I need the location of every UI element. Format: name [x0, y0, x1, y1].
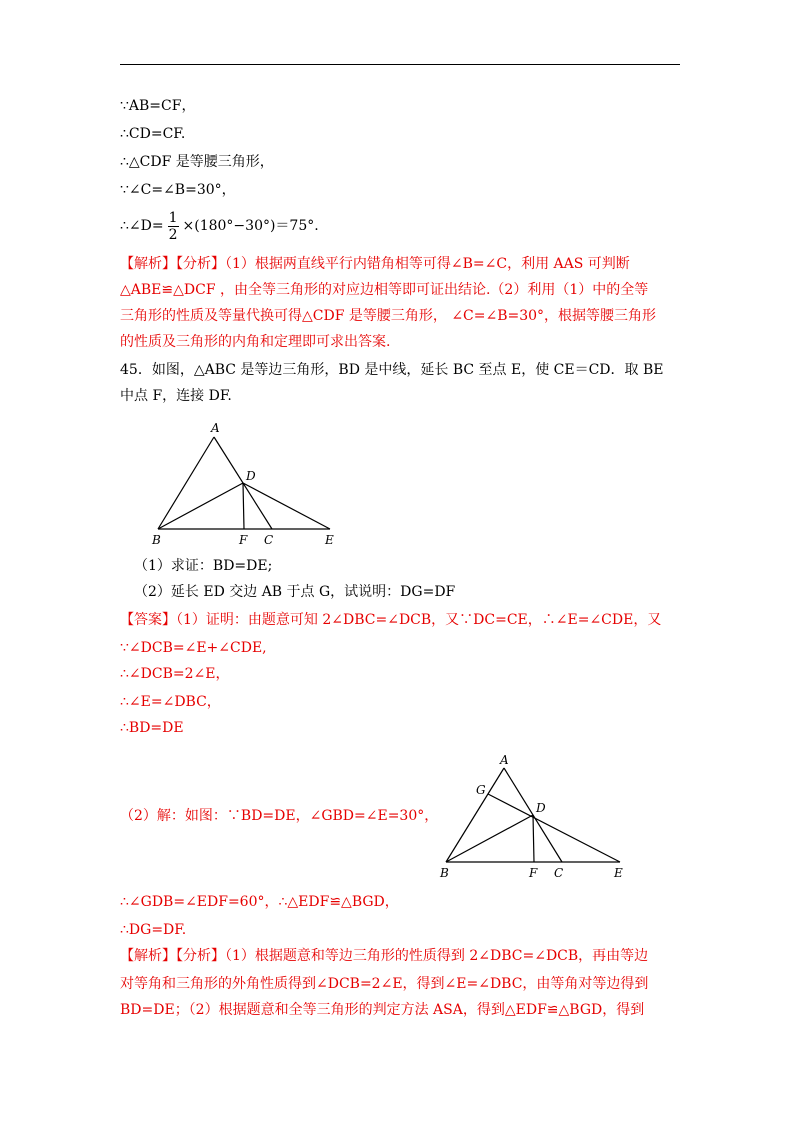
- answer-line: （2）解：如图：∵BD=DE，∠GBD=∠E=30°，: [120, 808, 439, 824]
- answer-line: ∵∠DCB=∠E+∠CDE,: [120, 640, 267, 656]
- segment-ab: [158, 437, 214, 529]
- answer-line: ∴DG=DF.: [120, 922, 187, 938]
- segment-de: [243, 483, 330, 529]
- proof-line: ∴CD=CF.: [120, 126, 186, 142]
- label-b: B: [440, 866, 449, 880]
- analysis-line: 对等角和三角形的外角性质得到∠DCB=2∠E，得到∠E=∠DBC，由等角对等边得到: [120, 976, 649, 992]
- answer-line-1: [120, 610, 661, 630]
- label-c: C: [264, 533, 274, 547]
- proof-line: ∴△CDF 是等腰三角形，: [120, 154, 274, 170]
- header-rule: [120, 64, 680, 65]
- label-a: A: [500, 753, 509, 767]
- label-b: B: [152, 533, 161, 547]
- label-c: C: [554, 866, 564, 880]
- label-g: G: [476, 783, 486, 797]
- label-d: D: [536, 801, 546, 815]
- fraction-denominator: 2: [168, 226, 178, 243]
- segment-df: [533, 815, 534, 862]
- proof-line-fraction: [120, 208, 319, 244]
- answer-line: ∴∠E=∠DBC，: [120, 694, 221, 710]
- analysis-line: △ABE≌△DCF ，由全等三角形的对应边相等即可证出结论.（2）利用（1）中的全等: [120, 282, 649, 298]
- fraction-numerator: 1: [168, 209, 178, 226]
- segment-bd: [158, 483, 243, 529]
- segment-df: [243, 483, 244, 529]
- label-f: F: [529, 866, 538, 880]
- label-e: E: [614, 866, 623, 880]
- segment-bd: [446, 815, 533, 862]
- label-a: A: [211, 421, 220, 435]
- triangle-figure-2: [436, 752, 632, 882]
- triangle-figure-1: [148, 420, 348, 548]
- answer-text: （1）证明：由题意可知 2∠DBC=∠DCB，又∵DC=CE，∴∠E=∠CDE，又: [176, 612, 662, 628]
- analysis-line: 的性质及三角形的内角和定理即可求出答案.: [120, 334, 391, 350]
- analysis-line: BD=DE；（2）根据题意和全等三角形的判定方法 ASA，得到△EDF≌△BGD，得到: [120, 1002, 645, 1018]
- answer-line: ∴∠DCB=2∠E，: [120, 666, 230, 682]
- label-e: E: [325, 533, 334, 547]
- answer-line: ∴BD=DE: [120, 720, 184, 736]
- answer-tag: 【答案】: [120, 612, 176, 628]
- proof-line: ∵∠C=∠B=30°，: [120, 182, 236, 198]
- angle-d-label: ∴∠D=: [120, 218, 164, 234]
- label-d: D: [246, 469, 256, 483]
- problem-statement: 45．如图，△ABC 是等边三角形，BD 是中线，延长 BC 至点 E，使 CE＝CD．取 BE: [120, 362, 664, 378]
- proof-line: ∵AB=CF，: [120, 98, 196, 114]
- fraction-one-half: [168, 210, 179, 243]
- question-2: （2）延长 ED 交边 AB 于点 G，试说明：DG=DF: [134, 584, 456, 600]
- question-1: （1）求证：BD=DE;: [134, 558, 273, 574]
- answer-line: ∴∠GDB=∠EDF=60°，∴△EDF≌△BGD，: [120, 894, 399, 910]
- analysis-line: 三角形的性质及等量代换可得△CDF 是等腰三角形， ∠C=∠B=30°，根据等腰三角形: [120, 308, 657, 324]
- problem-statement: 中点 F，连接 DF.: [120, 388, 232, 404]
- label-f: F: [239, 533, 248, 547]
- segment-ab: [446, 768, 504, 862]
- analysis-line: 【解析】【分析】（1）根据题意和等边三角形的性质得到 2∠DBC=∠DCB，再由等边: [120, 948, 649, 964]
- analysis-line: 【解析】【分析】（1）根据两直线平行内错角相等可得∠B=∠C，利用 AAS 可判断: [120, 256, 630, 272]
- angle-d-value: ×(180°−30°)＝75°.: [182, 218, 319, 234]
